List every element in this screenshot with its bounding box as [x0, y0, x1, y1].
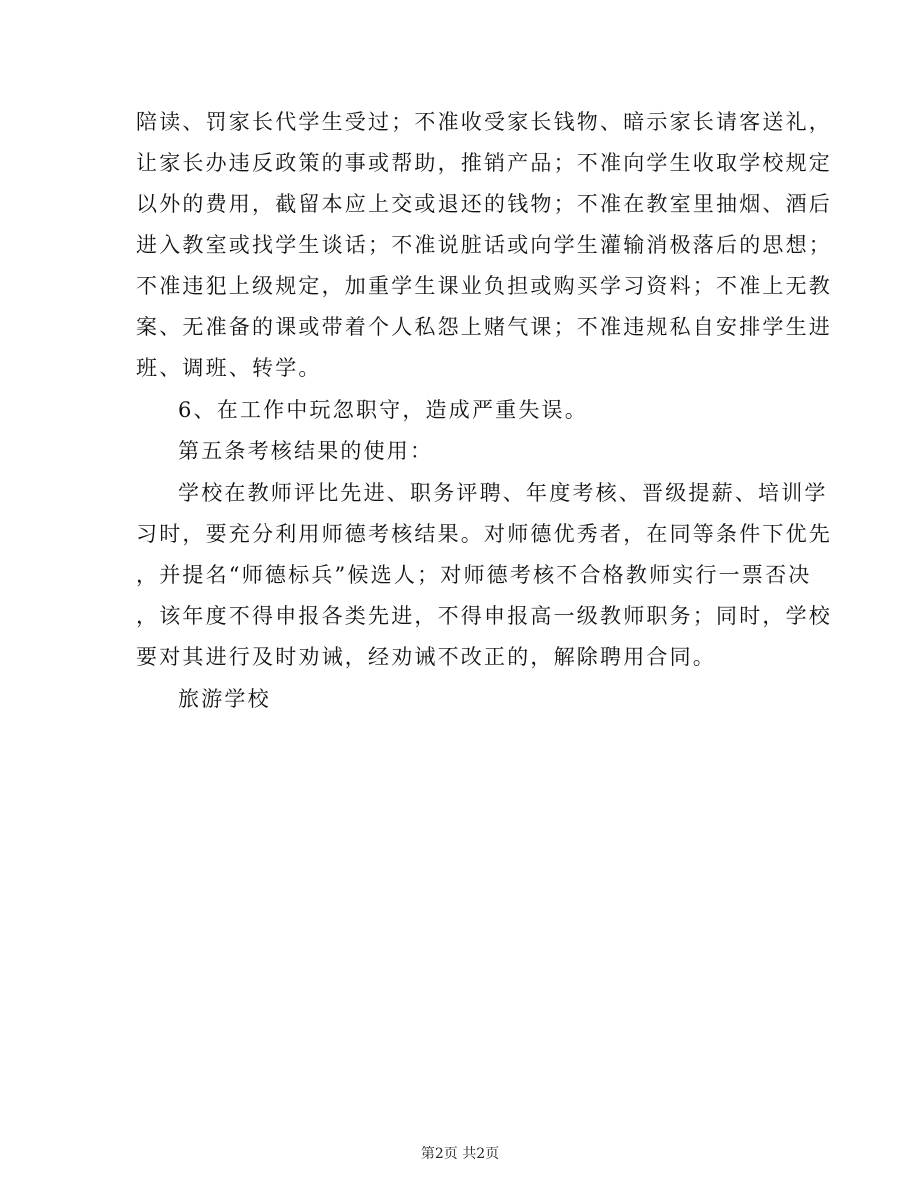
paragraph-line: 班、调班、转学。 [136, 356, 322, 380]
page-number: 第2页 共2页 [420, 1146, 500, 1162]
paragraph-line: 学校在教师评比先进、职务评聘、年度考核、晋级提薪、培训学 [178, 481, 828, 505]
paragraph-line: 不准违犯上级规定，加重学生课业负担或购买学习资料；不准上无教 [136, 274, 832, 298]
paragraph-line: 案、无准备的课或带着个人私怨上赌气课；不准违规私自安排学生进 [136, 315, 832, 339]
paragraph-line: 以外的费用，截留本应上交或退还的钱物；不准在教室里抽烟、酒后 [136, 192, 832, 216]
paragraph-line: 要对其进行及时劝诫，经劝诫不改正的，解除聘用合同。 [136, 645, 716, 669]
paragraph-line: ，并提名“师德标兵”候选人；对师德考核不合格教师实行一票否决 [136, 563, 812, 587]
paragraph-line: 进入教室或找学生谈话；不准说脏话或向学生灌输消极落后的思想； [136, 233, 832, 257]
signature-school: 旅游学校 [178, 687, 271, 711]
paragraph-line: 习时，要充分利用师德考核结果。对师德优秀者，在同等条件下优先 [136, 522, 832, 546]
paragraph-line: 让家长办违反政策的事或帮助，推销产品；不准向学生收取学校规定 [136, 151, 832, 175]
section-heading: 第五条考核结果的使用： [178, 439, 434, 463]
item-6-line: 6、在工作中玩忽职守，造成严重失误。 [178, 398, 588, 422]
paragraph-line: ，该年度不得申报各类先进，不得申报高一级教师职务；同时，学校 [136, 604, 832, 628]
paragraph-line: 陪读、罚家长代学生受过；不准收受家长钱物、暗示家长请客送礼， [136, 110, 832, 134]
